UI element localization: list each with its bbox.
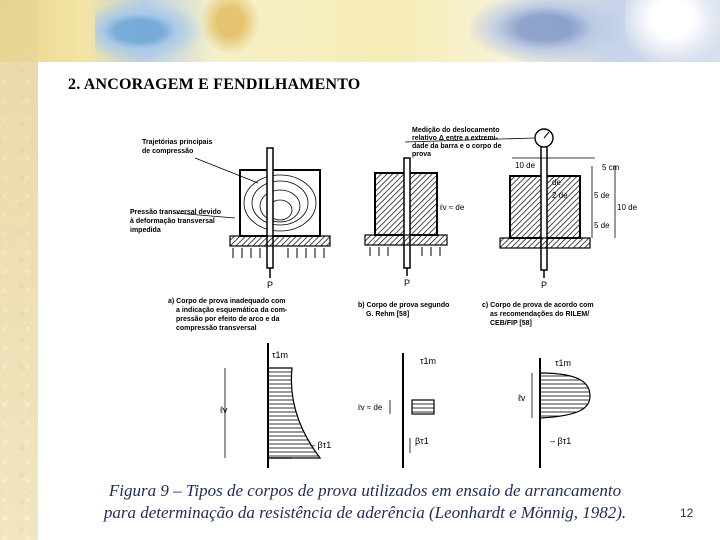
load-p-b: P — [404, 278, 411, 288]
stress-diagram-a — [220, 343, 331, 468]
banner-leaf-gold — [200, 0, 260, 55]
slide-title: 2. ANCORAGEM E FENDILHAMENTO — [68, 76, 361, 93]
dim-5de-a: 5 de — [594, 191, 610, 200]
decorative-banner — [0, 0, 720, 62]
label-pressao-2: à deformação transversal — [130, 218, 215, 225]
lv-a: ℓv — [220, 405, 228, 415]
pullout-test-figure — [120, 118, 660, 478]
label-medicao-3: dade da barra e o corpo de — [412, 143, 502, 150]
specimen-b — [365, 158, 465, 288]
caption-b-1: b) Corpo de prova segundo — [358, 302, 450, 309]
stress-diagram-c — [518, 358, 590, 468]
load-p-c: P — [541, 280, 548, 290]
banner-leaf-white — [625, 0, 720, 62]
caption-c-1: c) Corpo de prova de acordo com — [482, 302, 594, 309]
btau-c: – βτ1 — [550, 436, 572, 446]
label-trajetorias-2: de compressão — [142, 148, 194, 155]
lv-b-eq: ℓv ≈ de — [358, 403, 383, 412]
stress-diagram-b — [357, 353, 436, 468]
dim-10d: 10 de — [515, 161, 536, 170]
caption-a-1: a) Corpo de prova inadequado com — [168, 298, 286, 305]
dim-2de: 2 de — [552, 191, 568, 200]
page-number: 12 — [680, 506, 694, 520]
label-trajetorias-1: Trajetórias principais — [142, 139, 213, 146]
figure-caption-line-1: Figura 9 – Tipos de corpos de prova utilizados em ensaio de arrancamento — [108, 481, 622, 500]
tau-1m-a: τ1m — [272, 350, 289, 360]
caption-a-2: a indicação esquemática da com- — [176, 307, 288, 314]
lv-c: ℓv — [518, 393, 526, 403]
caption-c-2: as recomendações do RILEM/ — [490, 311, 590, 318]
dim-5de-b: 5 de — [594, 221, 610, 230]
dim-10de: 10 de — [617, 203, 638, 212]
tau-1m-c: τ1m — [555, 358, 572, 368]
btau-a: – βτ1 — [310, 440, 332, 450]
label-medicao-1: Medição do deslocamento — [412, 127, 500, 134]
figure-caption-line-2: para determinação da resistência de aderência (Leonhardt e Mönnig, 1982). — [103, 503, 627, 522]
label-medicao-4: prova — [412, 151, 432, 158]
banner-leaf-violet — [470, 0, 620, 62]
label-lv-eq: ℓv ≈ de — [440, 203, 465, 212]
caption-c-3: CEB/FIP [58] — [490, 320, 532, 327]
tau-1m-b: τ1m — [420, 356, 437, 366]
caption-a-3: pressão por efeito de arco e da — [176, 316, 280, 323]
figure-caption — [50, 480, 680, 524]
label-medicao-2: relativo Δ entre a extremi- — [412, 135, 498, 142]
dim-de: de — [552, 178, 561, 187]
load-p-a: P — [267, 280, 274, 290]
btau-b: βτ1 — [415, 436, 429, 446]
label-pressao-3: impedida — [130, 227, 161, 234]
caption-a-4: compressão transversal — [176, 325, 257, 332]
label-pressao-1: Pressão transversal devido — [130, 209, 222, 216]
dim-5cm: 5 cm — [602, 163, 620, 172]
banner-leaf-blue — [95, 0, 205, 62]
decorative-left-strip — [0, 0, 38, 540]
caption-b-2: G. Rehm [58] — [366, 311, 410, 318]
